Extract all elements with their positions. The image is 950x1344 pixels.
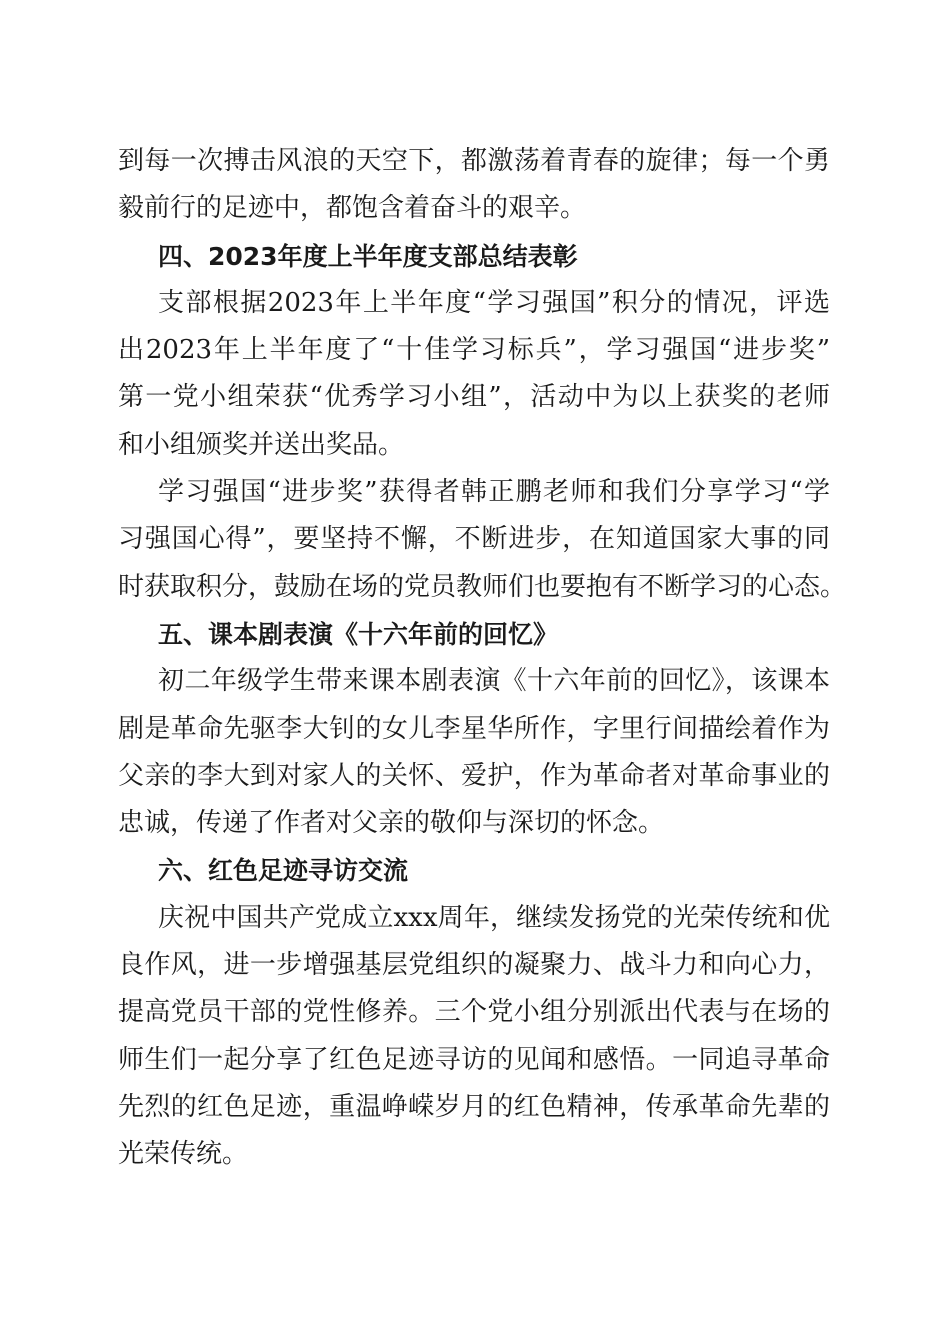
text-line: 剧是革命先驱李大钊的女儿李星华所作，字里行间描绘着作为 — [118, 713, 830, 744]
section-heading-5: 五、课本剧表演《十六年前的回忆》 — [158, 619, 559, 649]
section-5-paragraph-1 — [118, 658, 830, 847]
text-line: 庆祝中国共产党成立xxx周年，继续发扬党的光荣传统和优 — [158, 902, 830, 933]
text-line: 支部根据2023年上半年度“学习强国”积分的情况，评选 — [158, 287, 830, 318]
text-line: 习强国心得”，要坚持不懈，不断进步，在知道国家大事的同 — [118, 524, 830, 555]
section-6-paragraph-1 — [118, 895, 830, 1179]
text-line: 提高党员干部的党性修养。三个党小组分别派出代表与在场的 — [118, 997, 830, 1028]
text-line: 良作风，进一步增强基层党组织的凝聚力、战斗力和向心力， — [118, 950, 830, 981]
text-line: 先烈的红色足迹，重温峥嵘岁月的红色精神，传承革命先辈的 — [118, 1091, 830, 1122]
text-line: 忠诚，传递了作者对父亲的敬仰与深切的怀念。 — [118, 808, 665, 839]
intro-paragraph — [118, 138, 830, 233]
text-line: 父亲的李大到对家人的关怀、爱护，作为革命者对革命事业的 — [118, 760, 830, 791]
text-line: 到每一次搏击风浪的天空下，都激荡着青春的旋律；每一个勇 — [118, 146, 830, 176]
section-heading-4: 四、2023年度上半年度支部总结表彰 — [158, 241, 578, 271]
text-line: 初二年级学生带来课本剧表演《十六年前的回忆》，该课本 — [158, 666, 830, 697]
text-line: 和小组颁奖并送出奖品。 — [118, 429, 405, 460]
section-4-paragraph-1 — [118, 280, 830, 469]
section-heading-6: 六、红色足迹寻访交流 — [158, 856, 409, 886]
text-line: 第一党小组荣获“优秀学习小组”，活动中为以上获奖的老师 — [118, 382, 830, 413]
text-line: 师生们一起分享了红色足迹寻访的见闻和感悟。一同追寻革命 — [118, 1044, 830, 1075]
document-body — [118, 138, 847, 1179]
text-line: 出2023年上半年度了“十佳学习标兵”，学习强国“进步奖” — [118, 335, 830, 366]
text-line: 学习强国“进步奖”获得者韩正鹏老师和我们分享学习“学 — [158, 477, 830, 508]
text-line: 光荣传统。 — [118, 1139, 249, 1170]
text-line: 毅前行的足迹中，都饱含着奋斗的艰辛。 — [118, 193, 587, 224]
text-line: 时获取积分，鼓励在场的党员教师们也要抱有不断学习的心态。 — [118, 571, 847, 602]
section-4-paragraph-2 — [118, 469, 847, 611]
